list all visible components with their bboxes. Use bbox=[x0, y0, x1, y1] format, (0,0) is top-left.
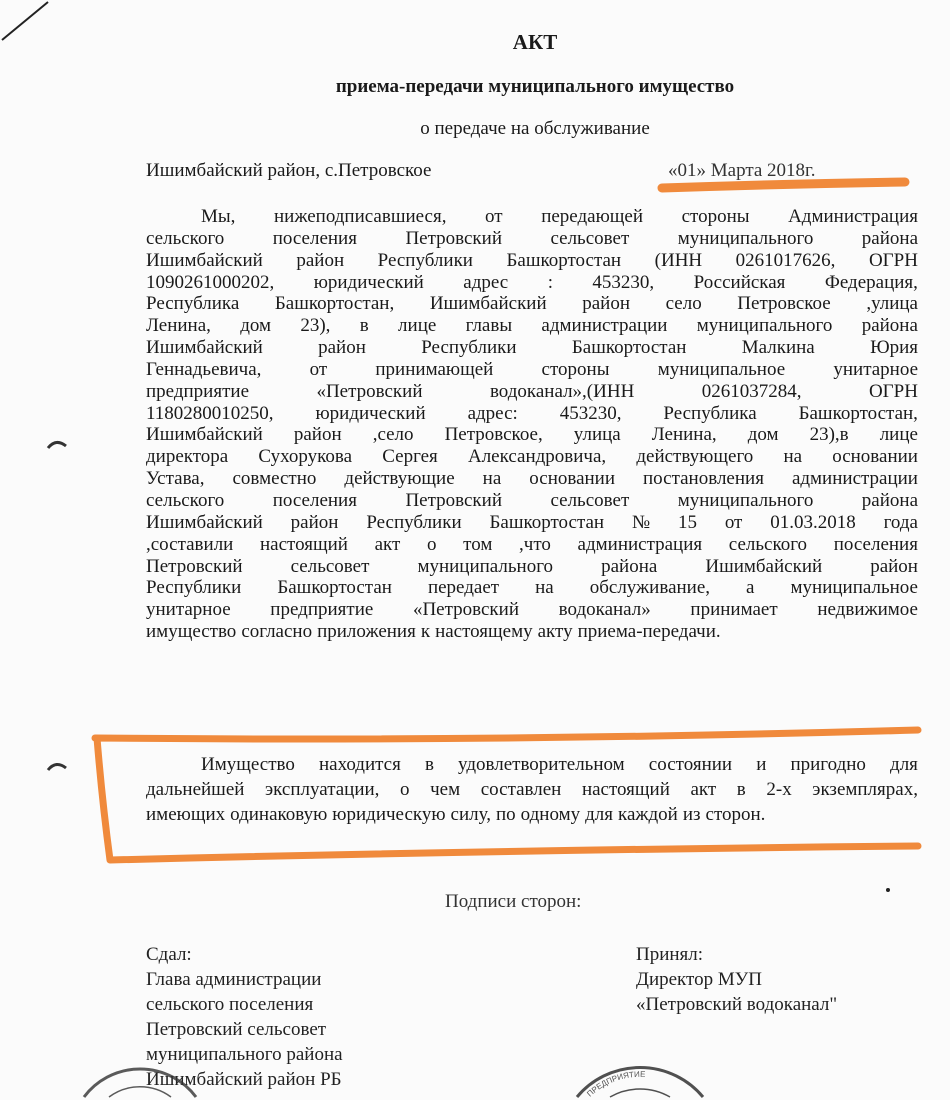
text-line: Устава, совместно действующие на основании постановления администрации bbox=[146, 468, 918, 490]
stamp-right-icon bbox=[577, 1067, 703, 1098]
signatory-line: Сдал: bbox=[146, 944, 192, 965]
document-place: Ишимбайский район, с.Петровское bbox=[146, 160, 432, 181]
signatory-line: Глава администрации bbox=[146, 969, 322, 990]
text-line: Ишимбайский район ,село Петровское, улица Ленина, дом 23),в лице bbox=[146, 424, 918, 446]
document-subtitle-2: о передаче на обслуживание bbox=[420, 118, 650, 139]
signatory-line: Петровский сельсовет bbox=[146, 1019, 327, 1040]
hole-punch-mark bbox=[48, 764, 66, 770]
text-line: Ишимбайский район Республики Башкортостан (ИНН 0261017626, ОГРН bbox=[146, 249, 918, 271]
text-line: имущество согласно приложения к настоящему акту приема-передачи. bbox=[146, 621, 721, 643]
text-line: Геннадьевича, от принимающей стороны муниципальное унитарное bbox=[146, 358, 918, 380]
right-signatory bbox=[636, 942, 837, 1017]
signatory-line: Ишимбайский район РБ bbox=[146, 1069, 342, 1090]
signatory-line: Принял: bbox=[636, 944, 704, 965]
text-line: предприятие «Петровский водоканал»,(ИНН 0261037284, ОГРН bbox=[146, 380, 918, 402]
text-line: Ленина, дом 23), в лице главы администрации муниципального района bbox=[146, 315, 918, 337]
hole-punch-mark bbox=[48, 442, 66, 448]
document-title: АКТ bbox=[512, 30, 558, 54]
text-line: ,составили настоящий акт о том ,что администрация сельского поселения bbox=[146, 533, 918, 555]
svg-text:ПРЕДПРИЯТИЕ: ПРЕДПРИЯТИЕ bbox=[585, 1069, 646, 1099]
text-line: Мы, нижеподписавшиеся, от передающей стороны Администрация bbox=[201, 206, 918, 227]
text-line: сельского поселения Петровский сельсовет муниципального района bbox=[146, 489, 918, 511]
document-subtitle: приема-передачи муниципального имущество bbox=[335, 76, 735, 97]
text-line: Имущество находится в удовлетворительном состоянии и пригодно для bbox=[201, 754, 918, 775]
text-line: 1180280010250, юридический адрес: 453230, Республика Башкортостан, bbox=[146, 402, 918, 424]
signatory-line: «Петровский водоканал" bbox=[636, 994, 838, 1015]
paragraph-condition bbox=[146, 752, 918, 827]
signatory-line: сельского поселения bbox=[146, 994, 314, 1015]
date-highlight-underline bbox=[662, 182, 905, 188]
text-line: сельского поселения Петровский сельсовет муниципального района bbox=[146, 227, 918, 249]
signatory-line: Директор МУП bbox=[636, 969, 762, 990]
document-date: «01» Марта 2018г. bbox=[668, 160, 816, 181]
left-signatory bbox=[146, 942, 343, 1092]
signatures-title: Подписи сторон: bbox=[445, 891, 582, 912]
text-line: Ишимбайский район Республики Башкортостан № 15 от 01.03.2018 года bbox=[146, 511, 918, 533]
text-line: Ишимбайский район Республики Башкортостан Малкина Юрия bbox=[146, 337, 918, 359]
text-line: Республика Башкортостан, Ишимбайский район село Петровское ,улица bbox=[146, 293, 918, 315]
text-line: 1090261000202, юридический адрес : 453230, Российская Федерация, bbox=[146, 271, 918, 293]
text-line: Республики Башкортостан передает на обслуживание, а муниципальное bbox=[146, 577, 918, 599]
signatory-line: муниципального района bbox=[146, 1044, 343, 1065]
paragraph-parties bbox=[146, 206, 918, 643]
text-line: директора Сухорукова Сергея Александровича, действующего на основании bbox=[146, 446, 918, 468]
text-line: имеющих одинаковую юридическую силу, по одному для каждой из сторон. bbox=[146, 804, 766, 825]
text-line: унитарное предприятие «Петровский водоканал» принимает недвижимое bbox=[146, 599, 918, 621]
text-line: дальнейшей эксплуатации, о чем составлен настоящий акт в 2-х экземплярах, bbox=[146, 779, 918, 800]
text-line: Петровский сельсовет муниципального района Ишимбайский район bbox=[146, 555, 918, 577]
